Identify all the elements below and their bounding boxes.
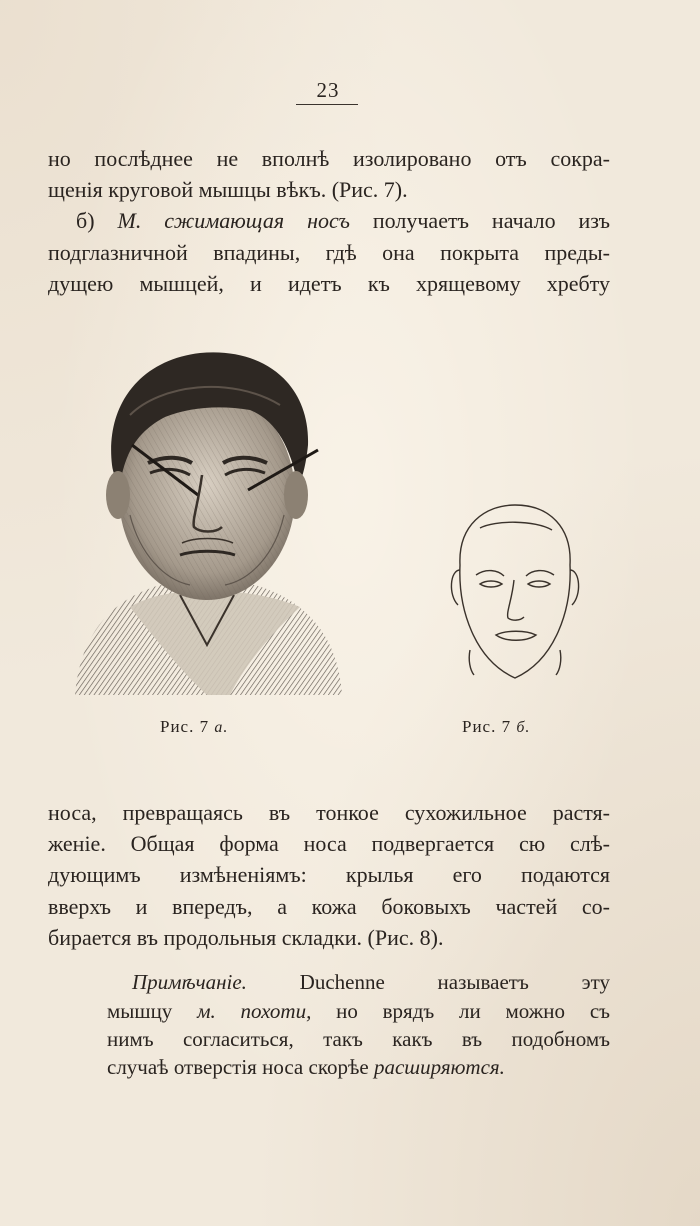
note-line-2-prefix: мышцу: [107, 999, 173, 1023]
paragraph-3-line-1: носа, превращаясь въ тонкое сухожильное растя-: [48, 800, 610, 825]
note-line-1: [132, 970, 610, 995]
page-number-rule: [296, 104, 358, 105]
paragraph-3-line-2: женіе. Общая форма носа подвергается сю слѣ-: [48, 831, 610, 856]
note-emphasis: расширяются.: [373, 1055, 505, 1079]
paragraph-2-line-1: [76, 208, 610, 234]
note-line-3: нимъ согласиться, такъ какъ въ подобномъ: [107, 1027, 610, 1051]
note-line-4-prefix: случаѣ отверстія носа скорѣе: [107, 1055, 369, 1079]
note-line-1-rest: Duchenne называетъ эту: [299, 970, 610, 994]
paragraph-2-line-3: дущею мышцей, и идетъ къ хрящевому хребту: [48, 271, 610, 296]
caption-figure-7a-letter: а.: [214, 719, 229, 736]
note-line-4: [107, 1055, 610, 1080]
page-number: 23: [316, 78, 340, 102]
paragraph-1-line-2: щенія круговой мышцы вѣкъ. (Рис. 7).: [48, 177, 408, 202]
caption-figure-7a-prefix: Рис. 7: [160, 717, 210, 736]
paragraph-2-line-1-rest: получаетъ начало изъ: [372, 208, 611, 233]
portrait-engraving-figure-7a: [70, 345, 345, 695]
paragraph-1-line-1: но послѣднее не вполнѣ изолировано отъ сокра-: [48, 146, 610, 171]
caption-figure-7b-letter: б.: [516, 719, 531, 736]
caption-figure-7a: [160, 717, 228, 737]
note-line-2: [107, 999, 610, 1024]
list-marker: б): [76, 208, 95, 233]
caption-figure-7b-prefix: Рис. 7: [462, 717, 512, 736]
paragraph-2-line-2: подглазничной впадины, гдѣ она покрыта преды-: [48, 240, 610, 265]
note-label: Примѣчаніе.: [132, 970, 247, 994]
note-line-2-rest: но врядъ ли можно съ: [336, 999, 610, 1023]
paragraph-3-line-4: вверхъ и впередъ, а кожа боковыхъ частей со-: [48, 894, 610, 919]
paragraph-3-line-3: дующимъ измѣненіямъ: крылья его подаются: [48, 862, 610, 887]
note-term: м. похоти,: [197, 999, 312, 1023]
muscle-term: М. сжимающая носъ: [117, 208, 350, 233]
face-outline-figure-7b: [440, 500, 590, 685]
paragraph-3-line-5: бирается въ продольныя складки. (Рис. 8).: [48, 925, 444, 950]
caption-figure-7b: [462, 717, 530, 737]
